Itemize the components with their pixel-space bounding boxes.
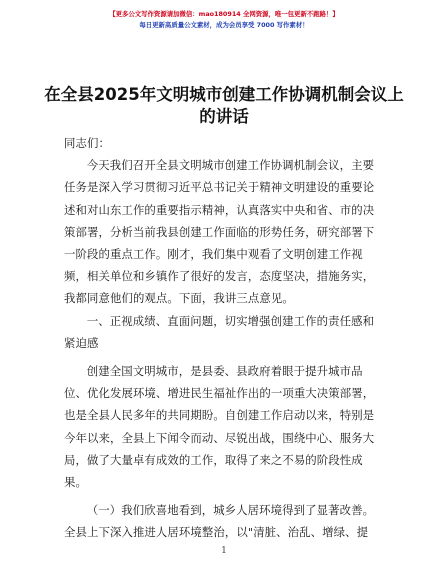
paragraph-subpoint-1: （一）我们欣喜地看到，城乡人居环境得到了显著改善。全县上下深入推进人居环境整治，以"清脏、治乱、增绿、提 [64,503,375,540]
salutation: 同志们： [64,136,110,150]
paragraph-achievements: 创建全国文明城市，是县委、县政府着眼于提升城市品位、优化发展环境、增进民生福祉作出的一项重大决策部署，也是全县人民多年的共同期盼。自创建工作启动以来，特别是今年以来，全县上下闻令而动、尽锐出战，围绕中心、服务大局，做了大量卓有成效的工作，取得了来之不易的阶段性成果。 [64,364,375,490]
promo-banner-line-1: 【更多公文写作资源请加微信：mao180914 全网资源，唯一包更新不跑路！】 [109,10,339,18]
promo-banner-line-2: 每日更新高质量公文素材，成为会员享受 7000 写作素材！ [139,21,309,29]
page-number: 1 [221,546,227,556]
paragraph-intro: 今天我们召开全县文明城市创建工作协调机制会议，主要任务是深入学习贯彻习近平总书记关于精神文明建设的重要论述和对山东工作的重要指示精神，认真落实中央和省、市的决策部署，分析当前我县创建工作面临的形势任务，研究部署下一阶段的重点工作。刚才，我们集中观看了文明创建工作视频，相关单位和乡镇作了很好的发言，态度坚决，措施务实，我都同意他们的观点。下面，我讲三点意见。 [64,158,375,306]
section-heading-1: 一、正视成绩、直面问题，切实增强创建工作的责任感和紧迫感 [64,313,375,350]
promo-banner [0,9,448,31]
document-body [64,132,384,544]
document-title: 在全县2025年文明城市创建工作协调机制会议上的讲话 [44,85,404,126]
